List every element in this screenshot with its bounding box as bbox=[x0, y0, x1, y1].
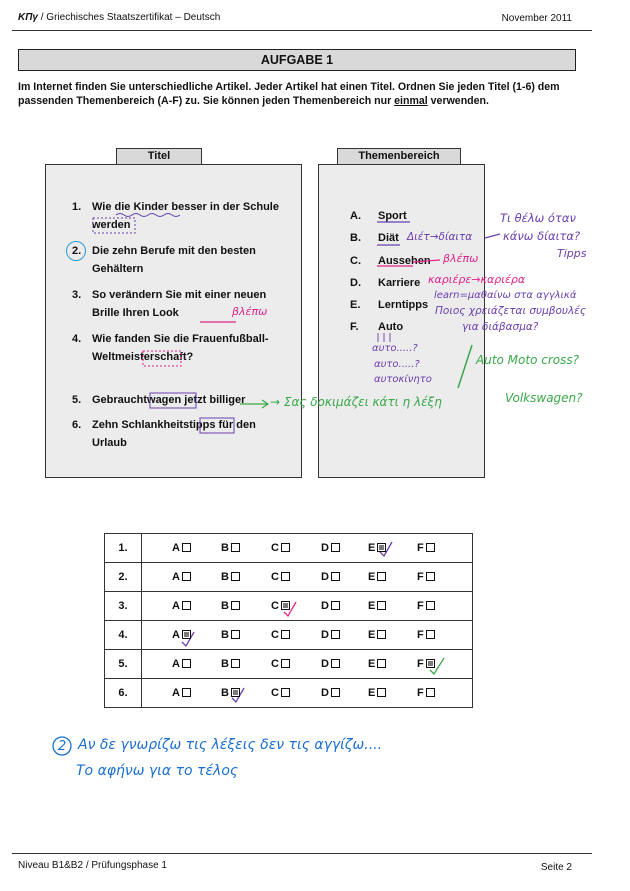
option-letter: E bbox=[368, 629, 376, 641]
header-date: November 2011 bbox=[501, 13, 572, 24]
answer-row bbox=[105, 592, 473, 621]
note-question-top: Τι θέλω όταν bbox=[500, 211, 576, 225]
note-karriere: καριέρε→καριέρα bbox=[428, 273, 526, 286]
option-letter: A bbox=[172, 658, 180, 670]
note-look: βλέπω bbox=[232, 305, 268, 318]
note-auto-2: αυτο.....? bbox=[374, 359, 420, 370]
option-letter: A bbox=[172, 542, 180, 554]
note-auto-moto: Auto Moto cross? bbox=[476, 353, 579, 367]
option-letter: D bbox=[321, 687, 329, 699]
option-letter: F bbox=[417, 687, 424, 699]
option-f[interactable] bbox=[417, 629, 435, 641]
option-checkbox[interactable] bbox=[331, 659, 340, 668]
note-auto-3: αυτοκίνητο bbox=[374, 374, 432, 385]
option-checkbox[interactable] bbox=[331, 572, 340, 581]
answer-row-number: 1. bbox=[105, 534, 142, 563]
option-c[interactable] bbox=[271, 600, 290, 612]
option-letter: B bbox=[221, 542, 229, 554]
option-checkbox[interactable] bbox=[426, 543, 435, 552]
option-b[interactable] bbox=[221, 542, 240, 554]
option-letter: C bbox=[271, 600, 279, 612]
option-letter: B bbox=[221, 600, 229, 612]
answer-row-number: 6. bbox=[105, 679, 142, 708]
option-e[interactable] bbox=[368, 687, 386, 699]
option-letter: F bbox=[417, 600, 424, 612]
option-checkbox[interactable] bbox=[331, 543, 340, 552]
note-tipps: Tipps bbox=[557, 247, 587, 260]
option-a[interactable] bbox=[172, 571, 191, 583]
note-question-mid: κάνω δίαιτα? bbox=[503, 229, 581, 243]
option-b[interactable] bbox=[221, 658, 240, 670]
answer-row bbox=[105, 563, 473, 592]
option-checkbox[interactable] bbox=[182, 543, 191, 552]
tip-number: 2 bbox=[58, 739, 67, 754]
option-a[interactable] bbox=[172, 600, 191, 612]
note-lern-question-1: Ποιος χρειάζεται συμβουλές bbox=[435, 305, 587, 317]
option-b[interactable] bbox=[221, 629, 240, 641]
option-letter: C bbox=[271, 687, 279, 699]
option-f[interactable] bbox=[417, 600, 435, 612]
option-letter: A bbox=[172, 687, 180, 699]
option-letter: A bbox=[172, 571, 180, 583]
option-checkbox[interactable] bbox=[281, 601, 290, 610]
option-e[interactable] bbox=[368, 629, 386, 641]
option-checkbox[interactable] bbox=[182, 688, 191, 697]
option-c[interactable] bbox=[271, 687, 290, 699]
option-d[interactable] bbox=[321, 571, 340, 583]
option-a[interactable] bbox=[172, 629, 191, 641]
answer-row bbox=[105, 534, 473, 563]
themes-heading: Themenbereich bbox=[337, 148, 461, 164]
option-checkbox[interactable] bbox=[182, 659, 191, 668]
answer-row bbox=[105, 621, 473, 650]
option-checkbox[interactable] bbox=[231, 659, 240, 668]
answer-row bbox=[105, 650, 473, 679]
instruction-part2: verwenden. bbox=[427, 95, 489, 107]
option-a[interactable] bbox=[172, 687, 191, 699]
option-letter: F bbox=[417, 658, 424, 670]
answer-row-options bbox=[142, 592, 473, 621]
tip-line-1: Αν δε γνωρίζω τις λέξεις δεν τις αγγίζω.... bbox=[78, 737, 383, 753]
option-checkbox[interactable] bbox=[231, 543, 240, 552]
answer-row-options bbox=[142, 679, 473, 708]
option-letter: F bbox=[417, 629, 424, 641]
option-checkbox[interactable] bbox=[331, 601, 340, 610]
option-b[interactable] bbox=[221, 600, 240, 612]
option-checkbox[interactable] bbox=[182, 601, 191, 610]
option-checkbox[interactable] bbox=[377, 572, 386, 581]
option-f[interactable] bbox=[417, 687, 435, 699]
note-volkswagen: Volkswagen? bbox=[505, 391, 583, 405]
answer-row-options bbox=[142, 534, 473, 563]
option-checkbox[interactable] bbox=[331, 630, 340, 639]
note-gebraucht: → Σας δοκιμάζει κάτι η λέξη bbox=[270, 395, 442, 409]
option-e[interactable] bbox=[368, 571, 386, 583]
instruction-emphasis: einmal bbox=[394, 95, 428, 107]
option-checkbox[interactable] bbox=[377, 659, 386, 668]
titles-heading: Titel bbox=[116, 148, 202, 164]
option-c[interactable] bbox=[271, 542, 290, 554]
option-letter: B bbox=[221, 629, 229, 641]
option-e[interactable] bbox=[368, 658, 386, 670]
answer-row bbox=[105, 679, 473, 708]
option-letter: E bbox=[368, 658, 376, 670]
option-f[interactable] bbox=[417, 571, 435, 583]
answer-row-options bbox=[142, 621, 473, 650]
instruction-part1: Im Internet finden Sie unterschiedliche Artikel. Jeder Artikel hat einen Titel. Ordnen Sie jeden Titel (1-6) dem passenden Themenbereich (A-F) zu. Sie können jeden Themenbereich nur bbox=[18, 81, 560, 107]
option-checkbox[interactable] bbox=[231, 688, 240, 697]
option-letter: D bbox=[321, 571, 329, 583]
answer-row-options bbox=[142, 650, 473, 679]
option-checkbox[interactable] bbox=[281, 659, 290, 668]
option-checkbox[interactable] bbox=[377, 601, 386, 610]
option-checkbox[interactable] bbox=[281, 572, 290, 581]
option-letter: C bbox=[271, 542, 279, 554]
option-letter: F bbox=[417, 542, 424, 554]
option-letter: F bbox=[417, 571, 424, 583]
option-c[interactable] bbox=[271, 658, 290, 670]
answer-row-number: 4. bbox=[105, 621, 142, 650]
option-checkbox[interactable] bbox=[377, 630, 386, 639]
option-letter: C bbox=[271, 658, 279, 670]
option-letter: A bbox=[172, 629, 180, 641]
option-checkbox[interactable] bbox=[426, 572, 435, 581]
option-e[interactable] bbox=[368, 600, 386, 612]
answer-row-number: 3. bbox=[105, 592, 142, 621]
option-b[interactable] bbox=[221, 687, 240, 699]
option-checkbox[interactable] bbox=[331, 688, 340, 697]
option-letter: B bbox=[221, 571, 229, 583]
option-d[interactable] bbox=[321, 658, 340, 670]
option-c[interactable] bbox=[271, 629, 290, 641]
option-letter: C bbox=[271, 629, 279, 641]
option-letter: E bbox=[368, 687, 376, 699]
option-letter: E bbox=[368, 542, 376, 554]
option-letter: A bbox=[172, 600, 180, 612]
option-letter: C bbox=[271, 571, 279, 583]
task-title: AUFGABE 1 bbox=[18, 49, 576, 71]
option-a[interactable] bbox=[172, 658, 191, 670]
option-letter: D bbox=[321, 658, 329, 670]
option-letter: E bbox=[368, 600, 376, 612]
option-checkbox[interactable] bbox=[281, 543, 290, 552]
header-prefix: ΚΠγ bbox=[18, 12, 38, 23]
option-b[interactable] bbox=[221, 571, 240, 583]
option-checkbox[interactable] bbox=[231, 601, 240, 610]
option-letter: D bbox=[321, 600, 329, 612]
answer-row-number: 5. bbox=[105, 650, 142, 679]
option-checkbox[interactable] bbox=[426, 630, 435, 639]
option-checkbox[interactable] bbox=[231, 572, 240, 581]
option-checkbox[interactable] bbox=[182, 630, 191, 639]
tip-line-2: Το αφήνω για το τέλος bbox=[76, 763, 239, 779]
option-checkbox[interactable] bbox=[426, 688, 435, 697]
option-checkbox[interactable] bbox=[426, 659, 435, 668]
option-d[interactable] bbox=[321, 600, 340, 612]
option-letter: B bbox=[221, 658, 229, 670]
option-checkbox[interactable] bbox=[281, 688, 290, 697]
option-checkbox[interactable] bbox=[426, 601, 435, 610]
footer-page: Seite 2 bbox=[540, 862, 572, 873]
answer-row-options bbox=[142, 563, 473, 592]
note-aussehen: βλέπω bbox=[443, 252, 479, 265]
option-c[interactable] bbox=[271, 571, 290, 583]
option-checkbox[interactable] bbox=[182, 572, 191, 581]
option-f[interactable] bbox=[417, 542, 435, 554]
option-checkbox[interactable] bbox=[281, 630, 290, 639]
option-letter: D bbox=[321, 629, 329, 641]
answer-row-number: 2. bbox=[105, 563, 142, 592]
option-d[interactable] bbox=[321, 542, 340, 554]
note-auto-1: αυτο.....? bbox=[372, 343, 418, 354]
footer-level: Niveau B1&B2 / Prüfungsphase 1 bbox=[18, 860, 167, 871]
header-subject: / Griechisches Staatszertifikat – Deutsch bbox=[37, 12, 221, 23]
option-d[interactable] bbox=[321, 687, 340, 699]
note-diaet: Διέτ→δίαιτα bbox=[407, 231, 473, 243]
note-learn: learn=μαθαίνω στα αγγλικά bbox=[434, 290, 577, 301]
option-checkbox[interactable] bbox=[377, 688, 386, 697]
option-checkbox[interactable] bbox=[231, 630, 240, 639]
option-a[interactable] bbox=[172, 542, 191, 554]
option-e[interactable] bbox=[368, 542, 386, 554]
footer-divider bbox=[12, 853, 592, 854]
option-letter: B bbox=[221, 687, 229, 699]
option-f[interactable] bbox=[417, 658, 435, 670]
option-checkbox[interactable] bbox=[377, 543, 386, 552]
note-lern-question-2: για διάβασμα? bbox=[462, 321, 539, 333]
option-d[interactable] bbox=[321, 629, 340, 641]
option-letter: D bbox=[321, 542, 329, 554]
option-letter: E bbox=[368, 571, 376, 583]
answer-grid bbox=[104, 533, 473, 708]
